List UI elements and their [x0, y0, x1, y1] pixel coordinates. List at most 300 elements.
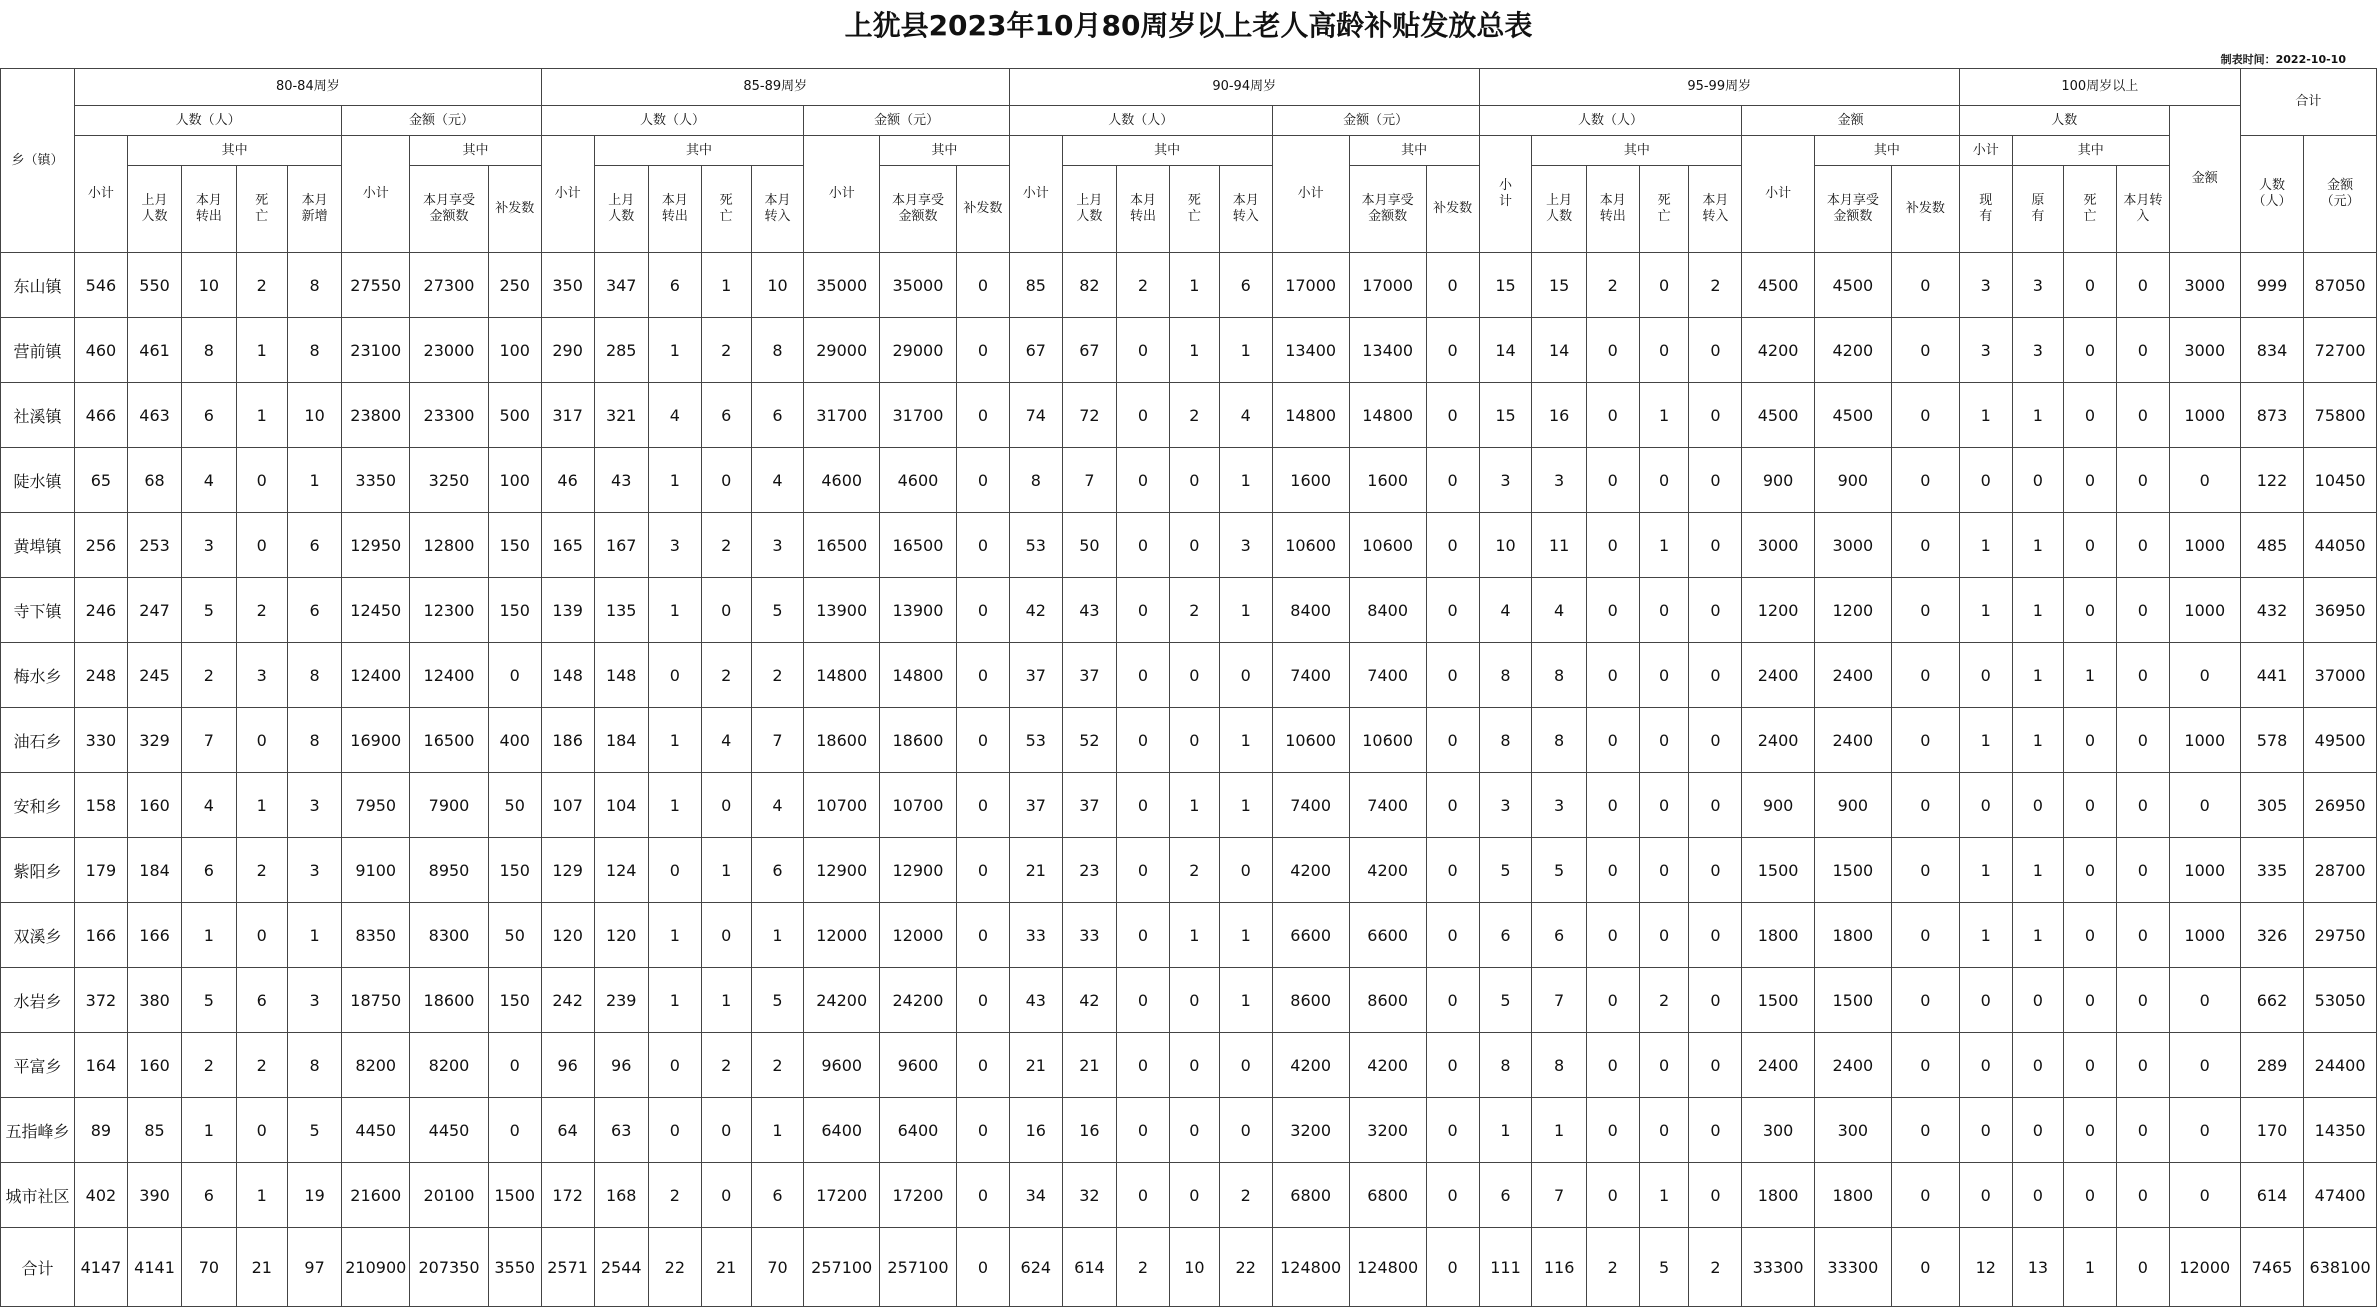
table-cell: 0 [2116, 1098, 2169, 1163]
table-cell: 2 [182, 1033, 236, 1098]
table-cell: 6800 [1272, 1163, 1349, 1228]
header-in: 本月 转入 [751, 166, 804, 253]
table-cell: 0 [2116, 513, 2169, 578]
table-cell: 0 [1117, 383, 1170, 448]
table-cell: 1 [1219, 903, 1272, 968]
table-cell: 614 [2240, 1163, 2303, 1228]
table-cell: 18600 [804, 708, 880, 773]
table-cell: 10 [287, 383, 341, 448]
table-cell: 8 [287, 708, 341, 773]
header-qizhong: 其中 [1814, 136, 1959, 166]
table-cell: 167 [594, 513, 648, 578]
table-cell: 6 [648, 253, 701, 318]
table-row [1, 513, 2377, 578]
table-cell: 466 [75, 383, 128, 448]
table-cell: 6 [1219, 253, 1272, 318]
township-name: 营前镇 [1, 318, 75, 383]
table-cell: 0 [1586, 708, 1639, 773]
table-cell: 5 [751, 578, 804, 643]
table-cell: 27550 [342, 253, 410, 318]
table-cell: 0 [1891, 1098, 1959, 1163]
table-cell: 0 [2064, 773, 2117, 838]
table-cell: 8 [1479, 643, 1532, 708]
table-cell: 8 [1532, 708, 1586, 773]
table-cell: 3200 [1349, 1098, 1426, 1163]
township-name: 黄埠镇 [1, 513, 75, 578]
table-cell: 0 [1426, 708, 1479, 773]
table-cell: 834 [2240, 318, 2303, 383]
header-subtotal: 小计 [1742, 136, 1814, 253]
table-cell: 0 [1426, 253, 1479, 318]
table-cell: 0 [956, 1098, 1009, 1163]
table-cell: 85 [127, 1098, 181, 1163]
table-cell: 0 [1169, 1098, 1219, 1163]
table-cell: 14 [1532, 318, 1586, 383]
table-cell: 164 [75, 1033, 128, 1098]
table-cell: 330 [75, 708, 128, 773]
table-cell: 0 [701, 448, 751, 513]
table-cell: 2 [1689, 1228, 1742, 1307]
header-amount: 金额（元） [342, 106, 541, 136]
table-cell: 16 [1062, 1098, 1116, 1163]
table-cell: 0 [956, 773, 1009, 838]
table-cell: 165 [541, 513, 594, 578]
table-cell: 0 [648, 643, 701, 708]
table-cell: 29000 [804, 318, 880, 383]
table-cell: 0 [1586, 1098, 1639, 1163]
table-cell: 0 [1891, 513, 1959, 578]
table-cell: 50 [488, 903, 541, 968]
header-enjoy: 本月享受 金额数 [1349, 166, 1426, 253]
table-cell: 0 [1586, 903, 1639, 968]
table-cell: 0 [1639, 1098, 1689, 1163]
table-cell: 2 [1117, 1228, 1170, 1307]
table-cell: 160 [127, 1033, 181, 1098]
table-cell: 380 [127, 968, 181, 1033]
township-name: 水岩乡 [1, 968, 75, 1033]
table-cell: 10450 [2304, 448, 2377, 513]
table-cell: 3000 [2169, 253, 2240, 318]
table-cell: 0 [2064, 383, 2117, 448]
table-cell: 2544 [594, 1228, 648, 1307]
table-cell: 7 [1532, 968, 1586, 1033]
table-cell: 67 [1062, 318, 1116, 383]
table-cell: 900 [1814, 448, 1891, 513]
table-cell: 4500 [1742, 253, 1814, 318]
table-cell: 21 [701, 1228, 751, 1307]
table-cell: 148 [541, 643, 594, 708]
table-cell: 1800 [1814, 1163, 1891, 1228]
header-people: 人数（人） [1009, 106, 1272, 136]
table-cell: 2 [1219, 1163, 1272, 1228]
table-cell: 6 [751, 383, 804, 448]
table-cell: 0 [1689, 578, 1742, 643]
table-cell: 0 [2064, 1033, 2117, 1098]
table-cell: 37 [1009, 773, 1062, 838]
table-cell: 3 [2012, 253, 2063, 318]
table-cell: 2 [1169, 838, 1219, 903]
table-cell: 1500 [1742, 968, 1814, 1033]
table-cell: 184 [594, 708, 648, 773]
table-cell: 1 [236, 773, 287, 838]
table-cell: 8 [287, 1033, 341, 1098]
table-cell: 0 [1169, 968, 1219, 1033]
table-cell: 22 [1219, 1228, 1272, 1307]
table-cell: 0 [236, 1098, 287, 1163]
table-cell: 0 [1689, 318, 1742, 383]
table-cell: 10 [751, 253, 804, 318]
table-cell: 135 [594, 578, 648, 643]
table-cell: 1 [701, 968, 751, 1033]
table-cell: 2 [1169, 578, 1219, 643]
township-name: 寺下镇 [1, 578, 75, 643]
table-cell: 1 [2012, 578, 2063, 643]
table-cell: 0 [1117, 903, 1170, 968]
header-out: 本月 转出 [182, 166, 236, 253]
table-cell: 12800 [410, 513, 489, 578]
table-cell: 4 [751, 773, 804, 838]
table-cell: 8 [1479, 1033, 1532, 1098]
header-last-month: 上月 人数 [594, 166, 648, 253]
header-last-month: 上月 人数 [127, 166, 181, 253]
table-cell: 285 [594, 318, 648, 383]
table-cell: 4200 [1349, 838, 1426, 903]
table-cell: 0 [1117, 448, 1170, 513]
table-cell: 3 [1959, 253, 2012, 318]
table-cell: 2 [751, 643, 804, 708]
table-cell: 0 [1426, 1033, 1479, 1098]
table-cell: 2 [236, 253, 287, 318]
table-cell: 1 [751, 903, 804, 968]
table-cell: 0 [1891, 643, 1959, 708]
table-cell: 0 [1689, 513, 1742, 578]
township-name: 陡水镇 [1, 448, 75, 513]
table-cell: 3 [1219, 513, 1272, 578]
table-cell: 31700 [804, 383, 880, 448]
table-cell: 1 [1639, 383, 1689, 448]
table-cell: 24400 [2304, 1033, 2377, 1098]
header-subtotal: 小计 [804, 136, 880, 253]
table-cell: 14800 [1349, 383, 1426, 448]
table-cell: 0 [1639, 1033, 1689, 1098]
table-cell: 107 [541, 773, 594, 838]
table-cell: 0 [1586, 578, 1639, 643]
table-cell: 0 [1959, 968, 2012, 1033]
table-cell: 7 [1062, 448, 1116, 513]
table-cell: 1 [1959, 708, 2012, 773]
table-cell: 1000 [2169, 903, 2240, 968]
table-cell: 12400 [342, 643, 410, 708]
table-cell: 7400 [1272, 773, 1349, 838]
table-cell: 33300 [1742, 1228, 1814, 1307]
header-enjoy: 本月享受 金额数 [1814, 166, 1891, 253]
table-cell: 0 [236, 903, 287, 968]
table-cell: 6400 [879, 1098, 956, 1163]
table-cell: 638100 [2304, 1228, 2377, 1307]
table-cell: 2400 [1742, 708, 1814, 773]
table-cell: 6 [287, 578, 341, 643]
table-cell: 17000 [1349, 253, 1426, 318]
table-cell: 0 [1117, 643, 1170, 708]
table-cell: 0 [1891, 708, 1959, 773]
table-cell: 0 [2012, 968, 2063, 1033]
table-cell: 26950 [2304, 773, 2377, 838]
table-cell: 3 [1532, 448, 1586, 513]
header-qizhong: 其中 [1349, 136, 1479, 166]
table-cell: 0 [1426, 578, 1479, 643]
table-cell: 14800 [1272, 383, 1349, 448]
table-cell: 0 [2116, 838, 2169, 903]
table-cell: 22 [648, 1228, 701, 1307]
table-cell: 0 [1169, 448, 1219, 513]
table-cell: 8 [1479, 708, 1532, 773]
table-cell: 5 [1532, 838, 1586, 903]
table-cell: 6 [1479, 1163, 1532, 1228]
table-cell: 4 [182, 773, 236, 838]
table-cell: 11 [1532, 513, 1586, 578]
table-cell: 0 [236, 513, 287, 578]
table-cell: 16 [1532, 383, 1586, 448]
table-cell: 6 [1532, 903, 1586, 968]
table-cell: 8200 [410, 1033, 489, 1098]
table-cell: 0 [488, 1098, 541, 1163]
table-cell: 32 [1062, 1163, 1116, 1228]
table-cell: 1 [1532, 1098, 1586, 1163]
table-cell: 210900 [342, 1228, 410, 1307]
table-cell: 0 [2169, 1098, 2240, 1163]
table-cell: 0 [956, 448, 1009, 513]
table-cell: 82 [1062, 253, 1116, 318]
table-cell: 170 [2240, 1098, 2303, 1163]
table-cell: 1 [1219, 773, 1272, 838]
table-cell: 0 [956, 1228, 1009, 1307]
table-cell: 0 [1891, 253, 1959, 318]
table-cell: 1800 [1742, 903, 1814, 968]
table-cell: 166 [127, 903, 181, 968]
table-cell: 8600 [1349, 968, 1426, 1033]
header-total-people: 人数 （人） [2240, 136, 2303, 253]
table-cell: 1 [2012, 838, 2063, 903]
table-cell: 8 [287, 318, 341, 383]
table-cell: 3 [751, 513, 804, 578]
table-cell: 8 [751, 318, 804, 383]
table-cell: 5 [182, 968, 236, 1033]
table-cell: 0 [1219, 838, 1272, 903]
table-cell: 6 [751, 1163, 804, 1228]
table-cell: 5 [182, 578, 236, 643]
township-name: 平富乡 [1, 1033, 75, 1098]
table-cell: 7465 [2240, 1228, 2303, 1307]
table-cell: 0 [1689, 903, 1742, 968]
table-cell: 184 [127, 838, 181, 903]
table-cell: 1200 [1814, 578, 1891, 643]
table-cell: 3 [1479, 773, 1532, 838]
table-cell: 0 [1219, 643, 1272, 708]
table-cell: 2 [701, 1033, 751, 1098]
table-cell: 21 [1009, 838, 1062, 903]
table-cell: 0 [1959, 448, 2012, 513]
table-cell: 12 [1959, 1228, 2012, 1307]
table-cell: 4 [182, 448, 236, 513]
table-cell: 7400 [1349, 643, 1426, 708]
table-cell: 7 [182, 708, 236, 773]
table-cell: 1 [287, 903, 341, 968]
header-qizhong: 其中 [594, 136, 804, 166]
table-cell: 8300 [410, 903, 489, 968]
table-cell: 3 [182, 513, 236, 578]
header-qizhong: 其中 [1532, 136, 1742, 166]
table-cell: 0 [1117, 513, 1170, 578]
table-cell: 1500 [1814, 968, 1891, 1033]
table-cell: 87050 [2304, 253, 2377, 318]
table-cell: 0 [956, 513, 1009, 578]
table-cell: 0 [1689, 708, 1742, 773]
table-cell: 0 [2012, 1098, 2063, 1163]
table-cell: 4450 [342, 1098, 410, 1163]
table-cell: 8 [1009, 448, 1062, 513]
table-cell: 12000 [2169, 1228, 2240, 1307]
table-cell: 4141 [127, 1228, 181, 1307]
table-cell: 7400 [1349, 773, 1426, 838]
table-cell: 8350 [342, 903, 410, 968]
table-cell: 1 [1169, 903, 1219, 968]
table-cell: 0 [1117, 1163, 1170, 1228]
table-cell: 72700 [2304, 318, 2377, 383]
table-cell: 3250 [410, 448, 489, 513]
table-cell: 3 [287, 838, 341, 903]
township-name: 合计 [1, 1228, 75, 1307]
table-cell: 1 [648, 903, 701, 968]
table-cell: 1 [1639, 1163, 1689, 1228]
header-qizhong: 其中 [127, 136, 341, 166]
table-cell: 3 [648, 513, 701, 578]
table-cell: 0 [2169, 1163, 2240, 1228]
table-cell: 16 [1009, 1098, 1062, 1163]
table-cell: 0 [1639, 253, 1689, 318]
table-cell: 0 [2169, 643, 2240, 708]
table-cell: 207350 [410, 1228, 489, 1307]
table-cell: 1 [2012, 513, 2063, 578]
header-supplement: 补发数 [488, 166, 541, 253]
table-cell: 0 [1219, 1033, 1272, 1098]
header-age-85-89: 85-89周岁 [541, 69, 1009, 106]
header-death: 死 亡 [236, 166, 287, 253]
table-cell: 0 [2064, 318, 2117, 383]
table-cell: 0 [1169, 1163, 1219, 1228]
table-cell: 116 [1532, 1228, 1586, 1307]
table-cell: 0 [1426, 1098, 1479, 1163]
table-cell: 2 [1689, 253, 1742, 318]
table-cell: 1 [2012, 643, 2063, 708]
header-qizhong: 其中 [410, 136, 541, 166]
table-cell: 5 [751, 968, 804, 1033]
table-cell: 70 [751, 1228, 804, 1307]
table-cell: 27300 [410, 253, 489, 318]
table-cell: 624 [1009, 1228, 1062, 1307]
table-cell: 0 [1426, 448, 1479, 513]
table-cell: 0 [956, 1033, 1009, 1098]
table-cell: 10600 [1349, 513, 1426, 578]
table-cell: 21 [236, 1228, 287, 1307]
table-cell: 64 [541, 1098, 594, 1163]
header-amount: 金额 [1742, 106, 1960, 136]
table-cell: 0 [701, 903, 751, 968]
table-cell: 0 [1426, 1163, 1479, 1228]
header-out: 本月 转出 [1117, 166, 1170, 253]
table-cell: 402 [75, 1163, 128, 1228]
header-subtotal: 小 计 [1479, 136, 1532, 253]
table-cell: 1 [648, 578, 701, 643]
table-cell: 0 [2169, 448, 2240, 513]
table-cell: 1500 [1814, 838, 1891, 903]
table-cell: 7 [1532, 1163, 1586, 1228]
table-cell: 1000 [2169, 708, 2240, 773]
table-cell: 3 [1479, 448, 1532, 513]
table-cell: 1 [1169, 773, 1219, 838]
table-cell: 10600 [1272, 708, 1349, 773]
table-cell: 246 [75, 578, 128, 643]
table-cell: 34 [1009, 1163, 1062, 1228]
table-cell: 29750 [2304, 903, 2377, 968]
header-subtotal: 小计 [1959, 136, 2012, 166]
table-cell: 33 [1009, 903, 1062, 968]
table-cell: 6 [287, 513, 341, 578]
header-in: 本月转 入 [2116, 166, 2169, 253]
table-cell: 65 [75, 448, 128, 513]
table-cell: 10 [182, 253, 236, 318]
table-cell: 248 [75, 643, 128, 708]
total-row [1, 1228, 2377, 1307]
table-cell: 3000 [2169, 318, 2240, 383]
table-cell: 0 [1891, 1163, 1959, 1228]
table-cell: 461 [127, 318, 181, 383]
header-people-100: 人数 [1959, 106, 2169, 136]
header-amount-100: 金额 [2169, 106, 2240, 253]
table-cell: 500 [488, 383, 541, 448]
table-cell: 50 [488, 773, 541, 838]
table-cell: 242 [541, 968, 594, 1033]
table-cell: 3000 [1742, 513, 1814, 578]
table-cell: 0 [1586, 1163, 1639, 1228]
table-cell: 0 [2169, 968, 2240, 1033]
table-cell: 0 [488, 643, 541, 708]
header-death: 死 亡 [701, 166, 751, 253]
table-cell: 10700 [804, 773, 880, 838]
table-cell: 122 [2240, 448, 2303, 513]
table-cell: 52 [1062, 708, 1116, 773]
table-cell: 53 [1009, 513, 1062, 578]
table-cell: 17200 [804, 1163, 880, 1228]
header-subtotal: 小计 [541, 136, 594, 253]
table-cell: 0 [1117, 318, 1170, 383]
table-cell: 0 [648, 1098, 701, 1163]
table-cell: 8 [287, 253, 341, 318]
table-cell: 0 [648, 1033, 701, 1098]
table-cell: 2 [751, 1033, 804, 1098]
table-cell: 74 [1009, 383, 1062, 448]
table-cell: 432 [2240, 578, 2303, 643]
table-cell: 2400 [1814, 643, 1891, 708]
table-cell: 44050 [2304, 513, 2377, 578]
table-cell: 12900 [879, 838, 956, 903]
table-cell: 4600 [879, 448, 956, 513]
table-cell: 1 [1959, 383, 2012, 448]
table-cell: 166 [75, 903, 128, 968]
table-cell: 43 [1062, 578, 1116, 643]
table-cell: 0 [2116, 318, 2169, 383]
table-cell: 0 [1689, 1033, 1742, 1098]
table-cell: 42 [1062, 968, 1116, 1033]
